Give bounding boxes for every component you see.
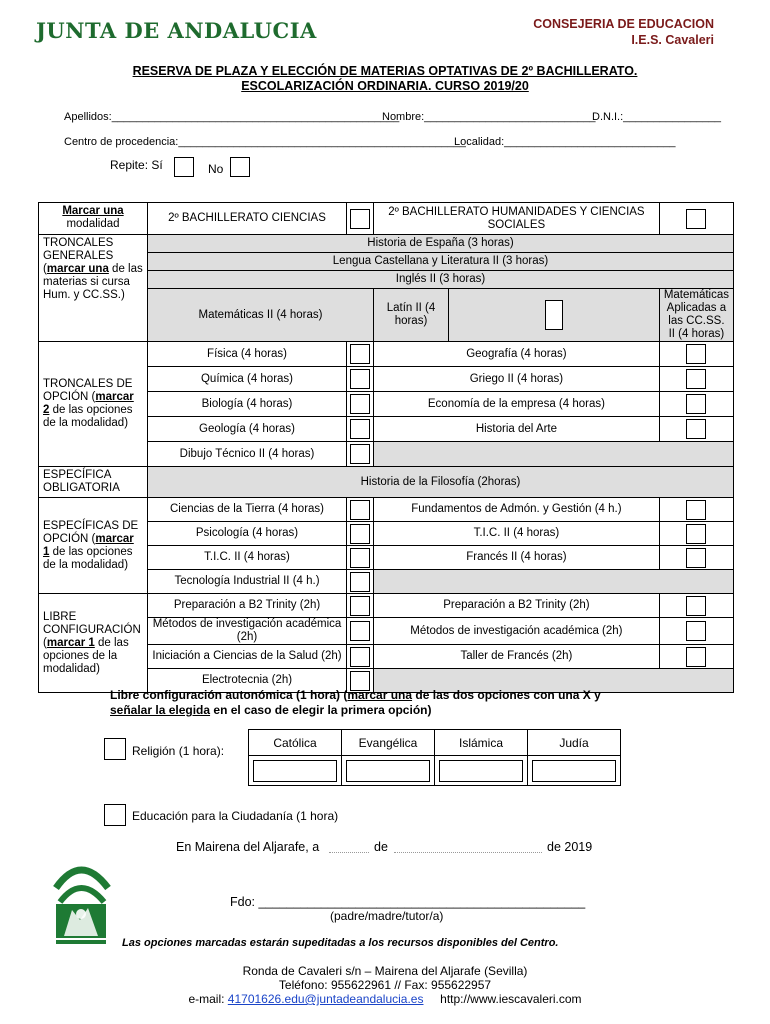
centro-procedencia-field[interactable]: Centro de procedencia:_______________________________________________	[64, 136, 466, 148]
latin-checkbox-cell	[449, 289, 660, 342]
latin-cell: Latín II (4 horas)	[374, 289, 449, 342]
esp-ciencias-2-box	[347, 546, 374, 570]
biologia-checkbox[interactable]	[350, 394, 370, 414]
repite-row	[110, 158, 163, 172]
page-title	[0, 64, 770, 94]
libre-humanidades-0: Preparación a B2 Trinity (2h)	[374, 594, 660, 618]
title-line-1: RESERVA DE PLAZA Y ELECCIÓN DE MATERIAS OPTATIVAS DE 2º BACHILLERATO.	[132, 64, 638, 78]
religion-label: Religión (1 hora):	[132, 744, 225, 758]
footer-telefono: Teléfono: 955622961 // Fax: 955622957	[278, 978, 492, 992]
to-label-b: marcar 2	[43, 391, 134, 416]
judia-box[interactable]	[532, 760, 616, 782]
psicologia-checkbox[interactable]	[350, 524, 370, 544]
apellidos-field[interactable]: Apellidos:_______________________________________________	[64, 111, 400, 123]
marcar-modalidad-cell	[39, 203, 148, 235]
mat-aplicadas-cell: Matemáticas Aplicadas a las CC.SS. II (4 horas)	[659, 289, 733, 342]
repite-si-label: Repite: Sí	[110, 158, 163, 172]
libre-humanidades-0-box	[659, 594, 733, 618]
especificas-opcion-label	[39, 498, 148, 594]
latin-checkbox[interactable]	[545, 300, 563, 330]
libre-ciencias-2-box	[347, 645, 374, 669]
esp-humanidades-0: Fundamentos de Admón. y Gestión (4 h.)	[374, 498, 660, 522]
esp-humanidades-1-box	[659, 522, 733, 546]
esp-humanidades-empty	[374, 570, 734, 594]
religion-option-islamica: Islámica	[435, 730, 528, 756]
note-c: de las dos opciones con una X y	[412, 688, 601, 702]
opcion-ciencias-4-box	[347, 442, 374, 467]
opcion-ciencias-4: Dibujo Técnico II (4 horas)	[148, 442, 347, 467]
esp-humanidades-2: Francés II (4 horas)	[374, 546, 660, 570]
troncales-generales-label	[39, 235, 148, 342]
header-consejeria	[533, 16, 714, 48]
libre-ciencias-3: Electrotecnia (2h)	[148, 669, 347, 693]
metodos-hum-checkbox[interactable]	[686, 621, 706, 641]
modalidad-humanidades-header: 2º BACHILLERATO HUMANIDADES Y CIENCIAS SOCIALES	[374, 203, 660, 235]
historia-espana-cell: Historia de España (3 horas)	[148, 235, 734, 253]
dni-field[interactable]: D.N.I.:________________	[592, 111, 722, 123]
opcion-humanidades-3: Historia del Arte	[374, 417, 660, 442]
opcion-humanidades-1-box	[659, 367, 733, 392]
b2-ciencias-checkbox[interactable]	[350, 596, 370, 616]
esp-ciencias-3: Tecnología Industrial II (4 h.)	[148, 570, 347, 594]
opcion-ciencias-3: Geología (4 horas)	[148, 417, 347, 442]
libre-ciencias-1-box	[347, 618, 374, 645]
taller-frances-checkbox[interactable]	[686, 647, 706, 667]
footer-email-label: e-mail:	[188, 992, 225, 1006]
firma-dia-line[interactable]	[329, 852, 369, 853]
opcion-humanidades-1: Griego II (4 horas)	[374, 367, 660, 392]
junta-andalucia-logo	[50, 858, 112, 950]
tic-hum-checkbox[interactable]	[686, 524, 706, 544]
tg-label-a: TRONCALES GENERALES (	[43, 237, 114, 275]
fisica-checkbox[interactable]	[350, 344, 370, 364]
griego-checkbox[interactable]	[686, 369, 706, 389]
libre-configuracion-note	[110, 688, 601, 718]
footer-contacto	[0, 992, 770, 1006]
opcion-ciencias-2-box	[347, 392, 374, 417]
islamica-box[interactable]	[439, 760, 523, 782]
footer-direccion: Ronda de Cavaleri s/n – Mairena del Aljarafe (Sevilla)	[242, 964, 528, 978]
religion-checkbox[interactable]	[104, 738, 126, 760]
ciudadania-label: Educación para la Ciudadanía (1 hora)	[132, 809, 339, 823]
esp-ciencias-2: T.I.C. II (4 horas)	[148, 546, 347, 570]
religion-options-table	[248, 729, 621, 786]
lc-label-b: marcar 1	[46, 636, 95, 649]
ciencias-salud-checkbox[interactable]	[350, 647, 370, 667]
opcion-ciencias-0-box	[347, 342, 374, 367]
religion-box-cell-4	[528, 756, 621, 786]
opcion-humanidades-2-box	[659, 392, 733, 417]
geologia-checkbox[interactable]	[350, 419, 370, 439]
religion-box-cell-3	[435, 756, 528, 786]
eo-label-c: de las opciones de la modalidad)	[43, 545, 133, 571]
ciencias-tierra-checkbox[interactable]	[350, 500, 370, 520]
modalidad-label: modalidad	[66, 218, 120, 230]
opcion-ciencias-0: Física (4 horas)	[148, 342, 347, 367]
opcion-humanidades-3-box	[659, 417, 733, 442]
libre-humanidades-2-box	[659, 645, 733, 669]
religion-option-catolica: Católica	[249, 730, 342, 756]
libre-humanidades-2: Taller de Francés (2h)	[374, 645, 660, 669]
to-label-c: de las opciones de la modalidad)	[43, 404, 133, 429]
ciudadania-checkbox[interactable]	[104, 804, 126, 826]
eo-label-a: ESPECÍFICAS DE OPCIÓN (	[43, 519, 139, 545]
libre-ciencias-0-box	[347, 594, 374, 618]
geografia-checkbox[interactable]	[686, 344, 706, 364]
esp-ciencias-1-box	[347, 522, 374, 546]
title-line-2: ESCOLARIZACIÓN ORDINARIA. CURSO 2019/20	[241, 79, 529, 93]
catolica-box[interactable]	[253, 760, 337, 782]
economia-checkbox[interactable]	[686, 394, 706, 414]
fundamentos-admon-checkbox[interactable]	[686, 500, 706, 520]
to-label-a: TRONCALES DE OPCIÓN (	[43, 378, 133, 403]
aviso-text: Las opciones marcadas estarán supeditadas a los recursos disponibles del Centro.	[122, 937, 559, 949]
footer-web[interactable]: http://www.iescavaleri.com	[440, 992, 582, 1006]
tecnologia-industrial-checkbox[interactable]	[350, 572, 370, 592]
firma-rol: (padre/madre/tutor/a)	[330, 909, 444, 923]
libre-configuracion-label	[39, 594, 148, 693]
modalidad-humanidades-checkbox-cell	[659, 203, 733, 235]
opcion-ciencias-3-box	[347, 417, 374, 442]
religion-box-cell-1	[249, 756, 342, 786]
footer-email-link[interactable]: 41701626.edu@juntadeandalucia.es	[227, 992, 424, 1006]
consejeria-name: CONSEJERIA DE EDUCACION	[533, 17, 714, 31]
lc-label-a: LIBRE CONFIGURACIÓN (	[43, 610, 141, 649]
note-d: señalar la elegida	[110, 703, 211, 717]
tg-label-c: de las materias si cursa Hum. y CC.SS.)	[43, 263, 143, 301]
junta-logo-text: JUNTA DE ANDALUCIA	[36, 18, 317, 43]
opcion-humanidades-empty	[374, 442, 734, 467]
religion-option-evangelica: Evangélica	[342, 730, 435, 756]
repite-si-checkbox[interactable]	[174, 157, 194, 177]
metodos-ciencias-checkbox[interactable]	[350, 621, 370, 641]
filosofia-cell: Historia de la Filosofía (2horas)	[148, 467, 734, 498]
materias-table	[38, 202, 734, 693]
firma-anio: de 2019	[547, 840, 593, 854]
esp-ciencias-1: Psicología (4 horas)	[148, 522, 347, 546]
historia-arte-checkbox[interactable]	[686, 419, 706, 439]
matematicas-cell: Matemáticas II (4 horas)	[148, 289, 374, 342]
libre-humanidades-1: Métodos de investigación académica (2h)	[374, 618, 660, 645]
note-b: marcar una	[347, 688, 413, 702]
repite-no-checkbox[interactable]	[230, 157, 250, 177]
esp-ciencias-0: Ciencias de la Tierra (4 horas)	[148, 498, 347, 522]
religion-box-cell-2	[342, 756, 435, 786]
esp-humanidades-1: T.I.C. II (4 horas)	[374, 522, 660, 546]
libre-ciencias-1: Métodos de investigación académica (2h)	[148, 618, 347, 645]
opcion-ciencias-1-box	[347, 367, 374, 392]
marcar-una-label: Marcar una	[62, 205, 124, 217]
eo-label-b: marcar 1	[43, 532, 134, 558]
libre-ciencias-0: Preparación a B2 Trinity (2h)	[148, 594, 347, 618]
esp-humanidades-0-box	[659, 498, 733, 522]
nombre-field[interactable]: Nombre:____________________________	[382, 111, 596, 123]
quimica-checkbox[interactable]	[350, 369, 370, 389]
opcion-humanidades-0-box	[659, 342, 733, 367]
dibujo-tecnico-checkbox[interactable]	[350, 444, 370, 464]
religion-option-judia: Judía	[528, 730, 621, 756]
frances-checkbox[interactable]	[686, 548, 706, 568]
localidad-field[interactable]: Localidad:____________________________	[454, 136, 676, 148]
note-a: Libre configuración autonómica (1 hora) (	[110, 688, 348, 702]
firma-de: de	[374, 840, 388, 854]
libre-humanidades-1-box	[659, 618, 733, 645]
modalidad-humanidades-checkbox[interactable]	[686, 209, 706, 229]
tic-ciencias-checkbox[interactable]	[350, 548, 370, 568]
esp-ciencias-3-box	[347, 570, 374, 594]
firma-fdo[interactable]: Fdo: _______________________________________________	[230, 895, 586, 909]
lengua-cell: Lengua Castellana y Literatura II (3 horas)	[148, 253, 734, 271]
centro-name: I.E.S. Cavaleri	[631, 33, 714, 47]
opcion-ciencias-2: Biología (4 horas)	[148, 392, 347, 417]
opcion-humanidades-2: Economía de la empresa (4 horas)	[374, 392, 660, 417]
firma-lugar: En Mairena del Aljarafe, a	[176, 840, 320, 854]
b2-hum-checkbox[interactable]	[686, 596, 706, 616]
repite-no-label: No	[208, 162, 224, 176]
troncales-opcion-label	[39, 342, 148, 467]
libre-ciencias-2: Iniciación a Ciencias de la Salud (2h)	[148, 645, 347, 669]
esp-humanidades-2-box	[659, 546, 733, 570]
ingles-cell: Inglés II (3 horas)	[148, 271, 734, 289]
opcion-humanidades-0: Geografía (4 horas)	[374, 342, 660, 367]
firma-mes-line[interactable]	[394, 852, 542, 853]
modalidad-ciencias-checkbox-cell	[347, 203, 374, 235]
opcion-ciencias-1: Química (4 horas)	[148, 367, 347, 392]
modalidad-ciencias-checkbox[interactable]	[350, 209, 370, 229]
especifica-obligatoria-label: ESPECÍFICA OBLIGATORIA	[39, 467, 148, 498]
esp-ciencias-0-box	[347, 498, 374, 522]
lc-label-c: de las opciones de la modalidad)	[43, 636, 129, 675]
tg-label-b: marcar una	[46, 263, 109, 275]
note-e: en el caso de elegir la primera opción)	[210, 703, 432, 717]
evangelica-box[interactable]	[346, 760, 430, 782]
modalidad-ciencias-header: 2º BACHILLERATO CIENCIAS	[148, 203, 347, 235]
